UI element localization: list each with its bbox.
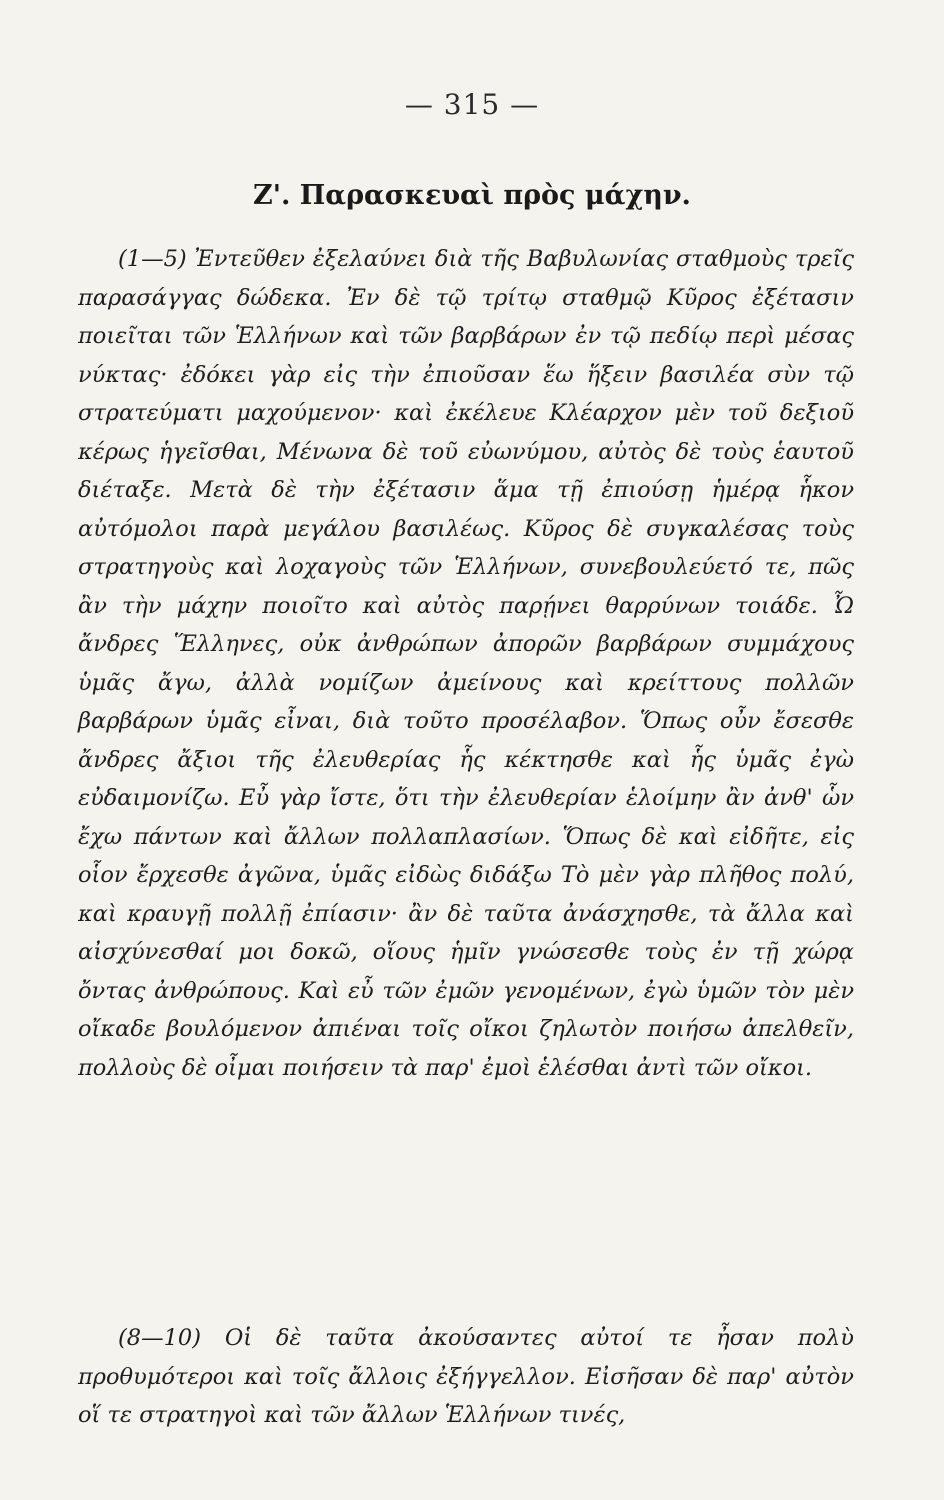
paragraph-1-text: Ἐντεῦθεν ἐξελαύνει διὰ τῆς Βαβυλωνίας σταθμοὺς τρεῖς παρασάγγας δώδεκα. Ἐν δὲ τῷ τρίτῳ σταθμῷ Κῦρος ἐξέτασιν ποιεῖται τῶν Ἑλλήνων καὶ τῶν βαρβάρων ἐν τῷ πεδίῳ περὶ μέσας νύκτας· ἐδόκει γὰρ εἰς τὴν ἐπιοῦσαν ἕω ἥξειν βασιλέα σὺν τῷ στρατεύματι μαχούμενον· καὶ ἐκέλευε Κλέαρχον μὲν τοῦ δεξιοῦ κέρως ἡγεῖσθαι, Μένωνα δὲ τοῦ εὐωνύμου, αὐτὸς δὲ τοὺς ἑαυτοῦ διέταξε. Μετὰ δὲ τὴν ἐξέτασιν ἅμα τῇ ἐπιούσῃ ἡμέρᾳ ἧκον αὐτόμολοι παρὰ μεγάλου βασιλέως. Κῦρος δὲ συγκαλέσας τοὺς στρατηγοὺς καὶ λοχαγοὺς τῶν Ἑλλήνων, συνεβουλεύετό τε, πῶς ἂν τὴν μάχην ποιοῖτο καὶ αὐτὸς παρῄνει θαρρύνων τοιάδε. Ὦ ἄνδρες Ἕλληνες, οὐκ ἀνθρώπων ἀπορῶν βαρβάρων συμμάχους ὑμᾶς ἄγω, ἀλλὰ νομίζων ἀμείνους καὶ κρείττους πολλῶν βαρβάρων ὑμᾶς εἶναι, διὰ τοῦτο προσέλαβον. Ὅπως οὖν ἔσεσθε ἄνδρες ἄξιοι τῆς ἐλευθερίας ἧς κέκτησθε καὶ ἧς ὑμᾶς ἐγὼ εὐδαιμονίζω. Εὖ γὰρ ἴστε, ὅτι τὴν ἐλευθερίαν ἑλοίμην ἂν ἀνθ' ὧν ἔχω πάντων καὶ ἄλλων πολλαπλασίων. Ὅπως δὲ καὶ εἰδῆτε, εἰς οἷον ἔρχεσθε ἀγῶνα, ὑμᾶς εἰδὼς διδάξω Τὸ μὲν γὰρ πλῆθος πολύ, καὶ κραυγῇ πολλῇ ἐπίασιν· ἂν δὲ ταῦτα ἀνάσχησθε, τὰ ἄλλα καὶ αἰσχύνεσθαί μοι δοκῶ, οἵους ἡμῖν γνώσεσθε τοὺς ἐν τῇ χώρᾳ ὄντας ἀνθρώπους. Καὶ εὖ τῶν ἐμῶν γενομένων, ἐγὼ ὑμῶν τὸν μὲν οἴκαδε βουλόμενον ἀπιέναι τοῖς οἴκοι ζηλωτὸν ποιήσω ἀπελθεῖν, πολλοὺς δὲ οἶμαι ποιήσειν τὰ παρ' ἐμοὶ ἑλέσθαι ἀντὶ τῶν οἴκοι. xyxy=(78,246,854,1081)
paragraph-2 xyxy=(78,1319,854,1435)
paragraph-2-text: Οἱ δὲ ταῦτα ἀκούσαντες αὐτοί τε ἦσαν πολὺ προθυμότεροι καὶ τοῖς ἄλλοις ἐξήγγελλον. Εἰσῆσαν δὲ παρ' αὐτὸν οἵ τε στρατηγοὶ καὶ τῶν ἄλλων Ἑλλήνων τινές, xyxy=(78,1325,854,1428)
paragraph-1-reference: (1—5) xyxy=(118,246,187,272)
section-title: Ζ'. Παρασκευαὶ πρὸς μάχην. xyxy=(253,180,691,211)
page-number: — 315 — xyxy=(404,88,540,121)
paragraph-1 xyxy=(78,240,854,1087)
paragraph-2-reference: (8—10) xyxy=(118,1325,202,1351)
